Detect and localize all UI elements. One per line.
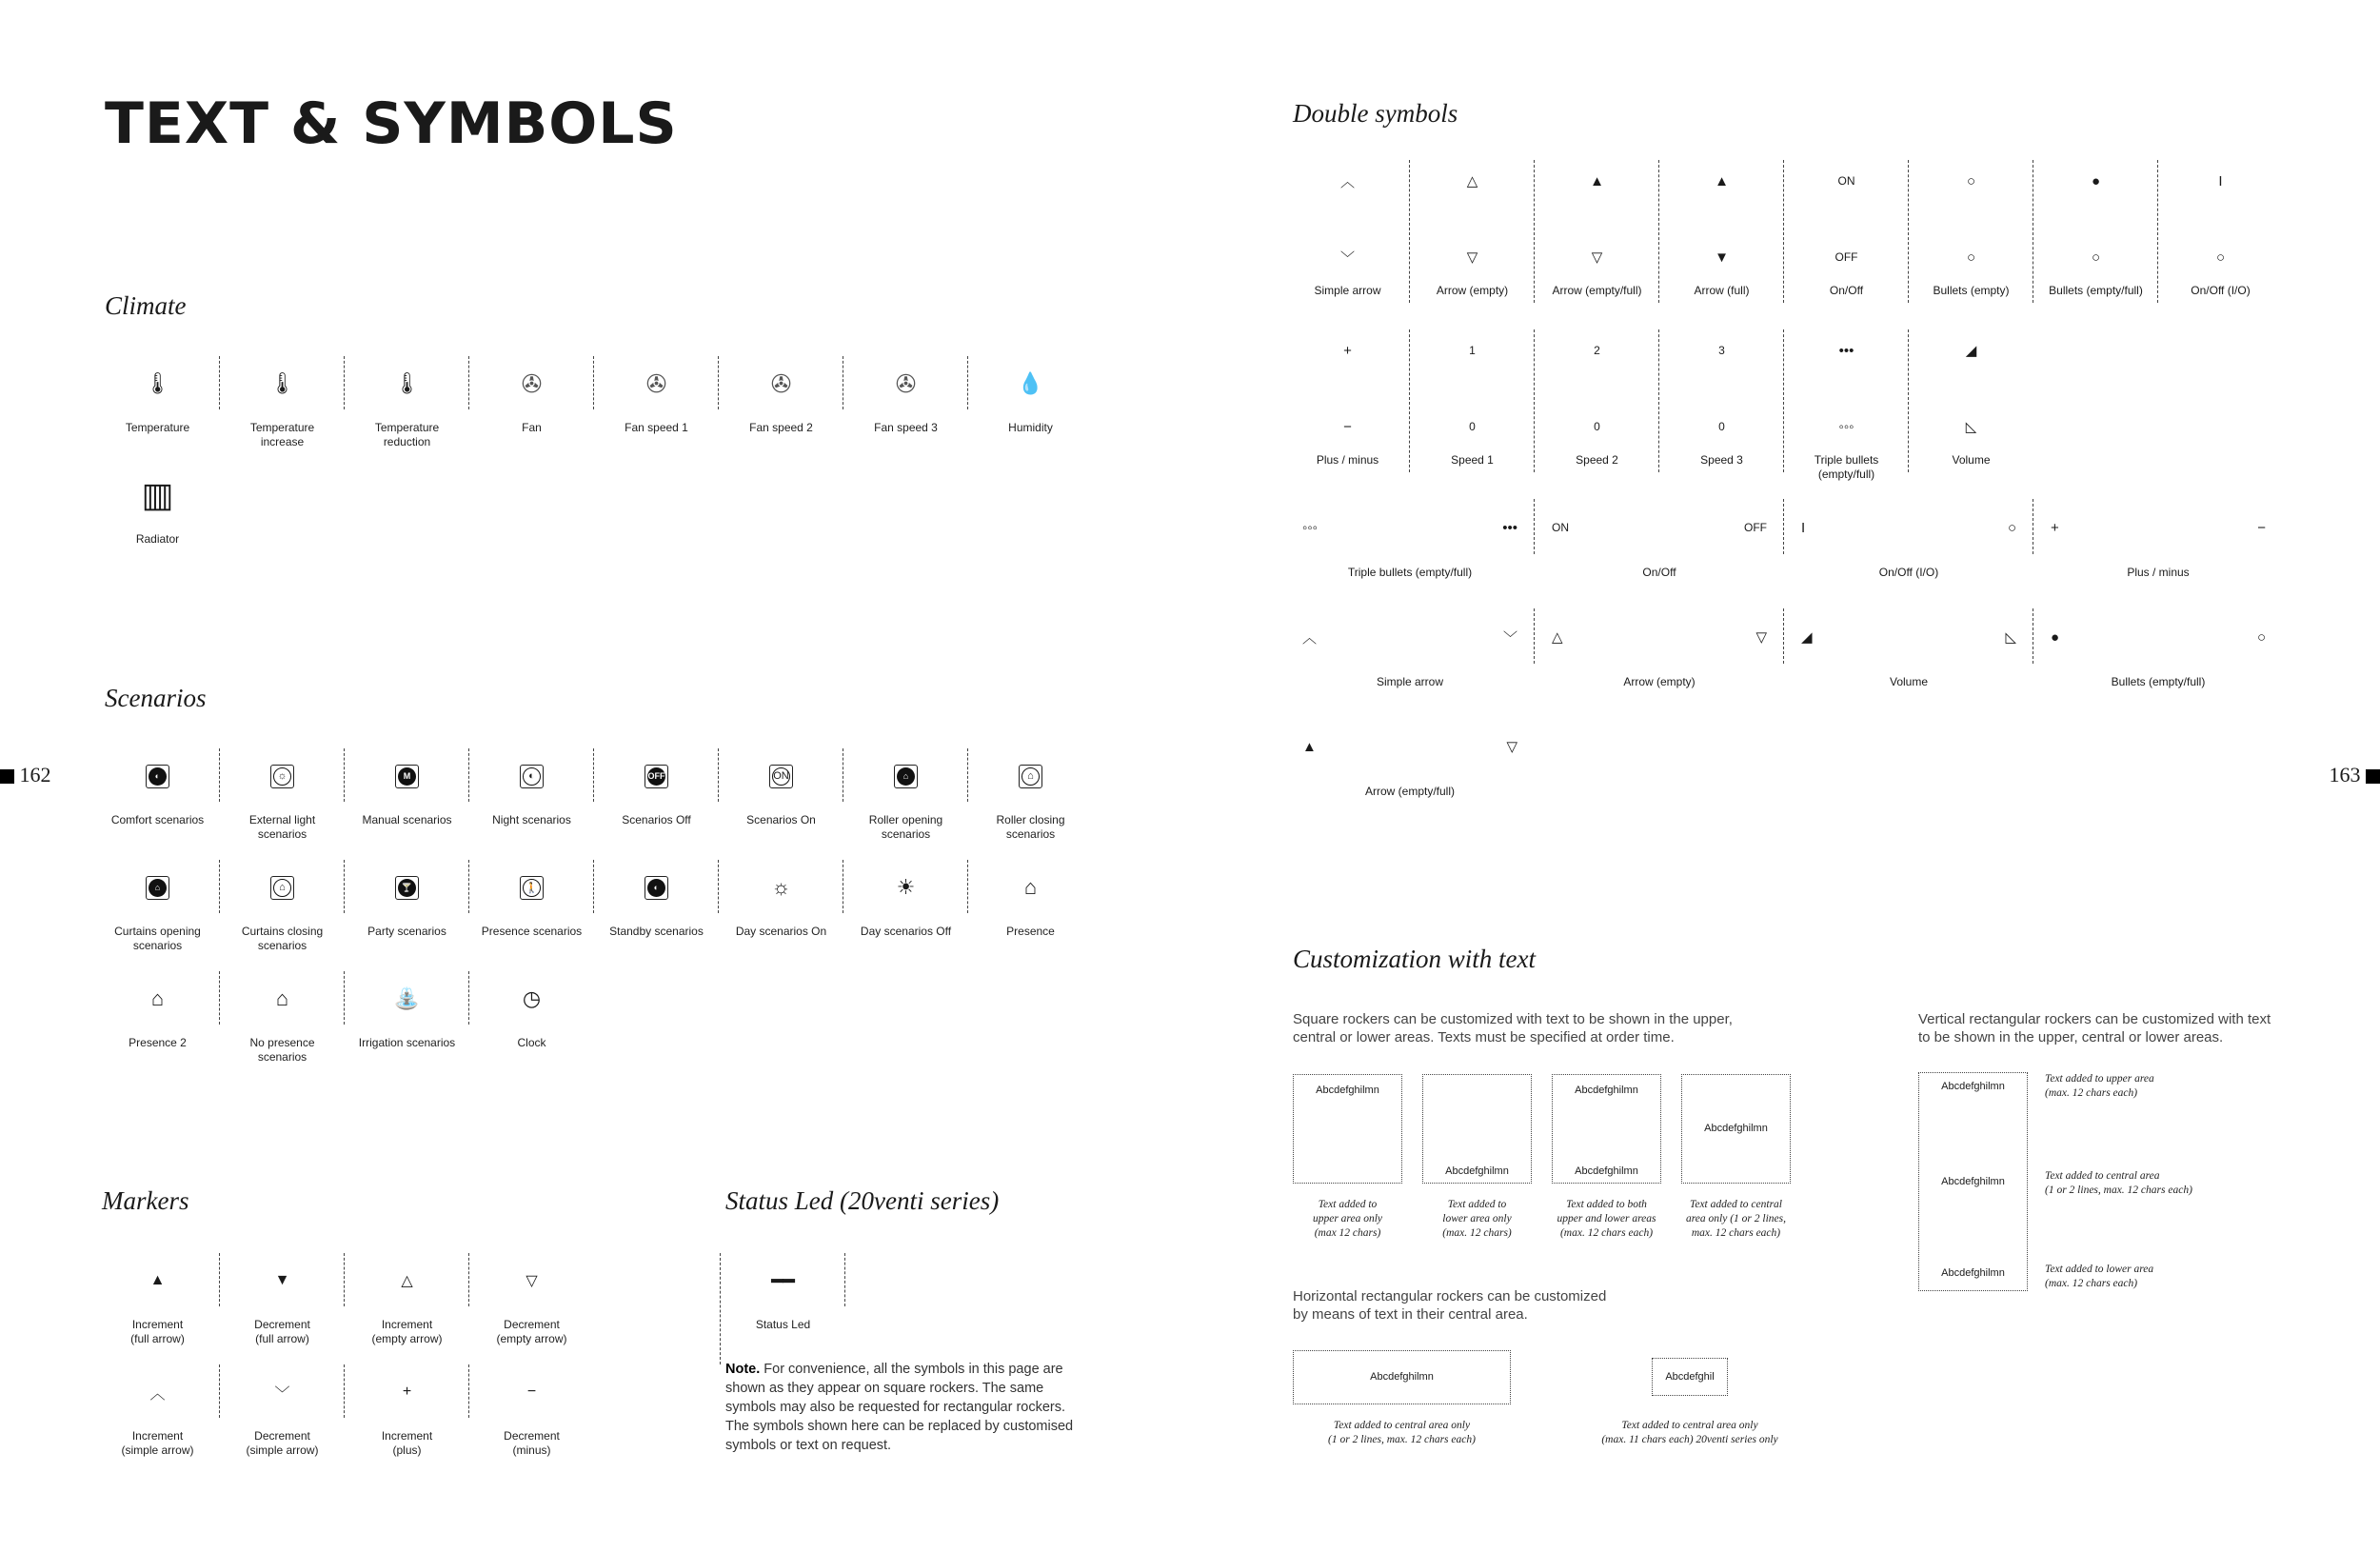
speed-3-icon-top: 3	[1718, 344, 1725, 357]
caption-both: Text added to both upper and lower areas (max. 12 chars each)	[1557, 1199, 1656, 1239]
symbol-cell-irrigation-scenarios	[345, 971, 469, 1083]
scenarios-label: Curtains closing scenarios	[241, 925, 324, 952]
vertical-rocker: Abcdefghilmn Abcdefghilmn Abcdefghilmn	[1918, 1072, 2028, 1291]
symbol-cell-decrement-simple-arrow	[220, 1364, 345, 1476]
speed-1-icon	[1410, 329, 1535, 499]
volume-horizontal-icon-right: ◺	[2005, 629, 2016, 646]
double-symbol-label: Arrow (empty)	[1436, 284, 1509, 297]
markers-label: Decrement (minus)	[504, 1429, 560, 1457]
double-symbols-vertical-grid	[1285, 160, 2283, 499]
on-off-text-icon-top: ON	[1837, 174, 1855, 188]
vertical-rockers-intro: Vertical rectangular rockers can be customized with text to be shown in the upper, central or lower areas.	[1918, 1011, 2271, 1045]
double-symbol-label: On/Off	[1829, 284, 1864, 297]
note-paragraph: Note. For convenience, all the symbols in this page are shown as they appear on square rockers. The same symbols may also be requested for rectangular rockers. The symbols shown here can be replaced by customised symbols or text on request.	[725, 1362, 1074, 1453]
markers-label: Increment (empty arrow)	[371, 1318, 443, 1345]
symbol-cell-clock	[469, 971, 594, 1083]
night-scenarios-icon: ◐	[469, 762, 594, 790]
symbol-cell-presence-2	[95, 971, 220, 1083]
volume-icon	[1909, 329, 2033, 499]
double-symbols-heading: Double symbols	[1293, 99, 1458, 128]
bullets-empty-full-icon	[2033, 160, 2158, 329]
status-led-heading: Status Led (20venti series)	[725, 1186, 1000, 1215]
speed-2-icon-top: 2	[1594, 344, 1600, 357]
triple-bullets-icon	[1784, 329, 1909, 499]
climate-label: Temperature	[125, 421, 190, 434]
arrow-empty-full-horizontal-icon	[1285, 718, 1535, 827]
status-led-cell	[720, 1253, 844, 1364]
double-symbols-horizontal-row	[1285, 499, 2285, 608]
arrow-empty-full-horizontal-icon-left: ▲	[1302, 738, 1317, 755]
scenarios-label: Comfort scenarios	[110, 813, 205, 826]
symbol-cell-radiator	[95, 468, 220, 579]
on-off-io-icon-bottom: ○	[2215, 249, 2226, 266]
markers-label: Decrement (simple arrow)	[246, 1429, 319, 1457]
external-light-scenarios-icon: ☼	[220, 762, 345, 790]
symbol-cell-temperature	[95, 356, 220, 468]
on-off-horizontal-icon	[1535, 499, 1784, 608]
arrow-empty-horizontal-icon	[1535, 608, 1784, 718]
double-symbol-label: Arrow (empty/full)	[1364, 785, 1455, 798]
arrow-empty-icon	[1410, 160, 1535, 329]
markers-label: Decrement (empty arrow)	[496, 1318, 567, 1345]
square-rocker-lower: Abcdefghilmn	[1422, 1074, 1532, 1184]
symbol-cell-humidity	[968, 356, 1093, 468]
triangle-up-full-icon: ▲	[149, 1272, 166, 1288]
plus-minus-icon	[1285, 329, 1410, 499]
scenarios-label: Scenarios On	[746, 813, 816, 826]
triangle-down-empty-icon: ▽	[526, 1273, 538, 1289]
symbol-cell-day-scenarios-off	[843, 860, 968, 971]
markers-label: Decrement (full arrow)	[254, 1318, 310, 1345]
simple-arrow-icon	[1285, 160, 1410, 329]
on-off-horizontal-icon-left: ON	[1552, 521, 1569, 534]
symbol-cell-standby-scenarios	[594, 860, 719, 971]
scenarios-label: Curtains opening scenarios	[114, 925, 201, 952]
climate-label: Temperature reduction	[374, 421, 440, 448]
roller-closing-scenarios-icon: ⌂	[968, 762, 1093, 790]
double-symbol-label: Volume	[1952, 453, 1991, 467]
square-rocker-upper: Abcdefghilmn	[1293, 1074, 1402, 1184]
scenarios-label: No presence scenarios	[249, 1036, 315, 1064]
arrow-empty-full-horizontal-icon-right: ▽	[1506, 739, 1517, 755]
arrow-empty-icon-top: △	[1466, 173, 1478, 189]
symbol-cell-external-light-scenarios	[220, 748, 345, 860]
scenarios-on-icon: ON	[719, 762, 843, 790]
symbol-cell-scenarios-on	[719, 748, 843, 860]
plus-minus-icon-bottom: −	[1343, 418, 1352, 435]
symbol-cell-presence-scenarios	[469, 860, 594, 971]
scenarios-label: Scenarios Off	[622, 813, 691, 826]
manual-scenarios-icon: M	[345, 762, 469, 790]
presence-2-house-icon: ⌂	[150, 986, 165, 1010]
chevron-down-icon: ﹀	[274, 1385, 290, 1403]
caption-lower: Text added to lower area only (max. 12 chars)	[1442, 1199, 1512, 1239]
double-symbol-label: Simple arrow	[1314, 284, 1381, 297]
fan-speed-1-icon: ✇	[645, 368, 667, 398]
arrow-empty-full-icon-bottom: ▽	[1591, 249, 1603, 266]
comfort-scenarios-icon: ◐	[95, 762, 220, 790]
on-off-horizontal-icon-right: OFF	[1744, 521, 1767, 534]
curtains-closing-scenarios-icon: ⌂	[220, 873, 345, 902]
horizontal-rockers-intro: Horizontal rectangular rockers can be customized by means of text in their central area.	[1293, 1288, 1607, 1323]
double-symbol-label: Simple arrow	[1376, 675, 1444, 688]
chevron-up-icon: ︿	[149, 1385, 166, 1403]
markers-symbol-grid	[95, 1253, 594, 1476]
symbol-cell-curtains-closing-scenarios	[220, 860, 345, 971]
arrow-empty-horizontal-icon-left: △	[1552, 629, 1563, 646]
scenarios-label: Standby scenarios	[609, 925, 704, 938]
radiator-icon: ▥	[141, 475, 174, 514]
triple-bullets-horizontal-icon-left: ◦◦◦	[1302, 519, 1318, 536]
markers-label: Increment (full arrow)	[130, 1318, 185, 1345]
volume-icon-bottom: ◺	[1965, 419, 1977, 435]
presence-house-icon: ⌂	[1023, 875, 1038, 899]
symbol-cell-fan-speed-3	[843, 356, 968, 468]
thermometer-minus-icon: 🌡	[393, 371, 421, 395]
on-off-io-icon	[2158, 160, 2283, 329]
symbol-cell-party-scenarios	[345, 860, 469, 971]
scenarios-label: Roller closing scenarios	[996, 813, 1065, 841]
scenarios-label: Night scenarios	[492, 813, 571, 826]
arrow-empty-horizontal-icon-right: ▽	[1755, 629, 1767, 646]
bullets-empty-icon	[1909, 160, 2033, 329]
on-off-io-horizontal-icon-left: I	[1801, 519, 1806, 536]
bullets-horizontal-icon	[2033, 608, 2283, 718]
symbol-cell-night-scenarios	[469, 748, 594, 860]
on-off-text-icon-bottom: OFF	[1835, 250, 1858, 264]
minus-icon: −	[526, 1384, 537, 1400]
double-symbols-horizontal-list	[1285, 499, 2285, 827]
climate-heading: Climate	[105, 291, 187, 320]
bullets-horizontal-icon-right: ○	[2256, 628, 2266, 646]
triple-bullets-icon-bottom: ◦◦◦	[1838, 418, 1854, 435]
caption-vertical-upper: Text added to upper area (max. 12 chars each)	[2045, 1073, 2154, 1099]
plus-icon: +	[402, 1384, 412, 1400]
on-off-io-icon-top: I	[2218, 172, 2223, 189]
simple-arrow-horizontal-icon-right: ﹀	[1502, 629, 1517, 647]
markers-label: Increment (simple arrow)	[121, 1429, 194, 1457]
scenarios-label: Presence scenarios	[481, 925, 583, 938]
simple-arrow-horizontal-icon-left: ︿	[1302, 629, 1318, 647]
triple-bullets-horizontal-icon	[1285, 499, 1535, 608]
climate-label: Fan	[522, 421, 542, 434]
symbol-cell-increment-simple-arrow	[95, 1364, 220, 1476]
scenarios-label: Day scenarios Off	[860, 925, 952, 938]
standby-scenarios-icon: ◐	[594, 873, 719, 902]
caption-horizontal-small: Text added to central area only (max. 11 chars each) 20venti series only	[1601, 1420, 1778, 1445]
arrow-empty-full-icon	[1535, 160, 1659, 329]
scenarios-off-icon: OFF	[594, 762, 719, 790]
plus-minus-horizontal-icon-left: +	[2051, 519, 2059, 536]
roller-opening-scenarios-icon: ⌂	[843, 762, 968, 790]
on-off-io-horizontal-icon	[1784, 499, 2033, 608]
speed-2-icon-bottom: 0	[1594, 420, 1600, 433]
arrow-empty-icon-bottom: ▽	[1466, 249, 1478, 266]
thermometer-icon: 🌡	[144, 371, 171, 395]
caption-upper: Text added to upper area only (max 12 chars)	[1312, 1199, 1383, 1239]
triangle-up-empty-icon: △	[401, 1273, 413, 1289]
symbol-cell-temperature-reduction	[345, 356, 469, 468]
speed-1-icon-top: 1	[1469, 344, 1476, 357]
climate-symbol-grid	[95, 356, 1093, 579]
day-scenarios-on-icon: ☼	[771, 875, 791, 899]
symbol-cell-decrement-minus	[469, 1364, 594, 1476]
customization-heading: Customization with text	[1293, 945, 1537, 973]
climate-label: Fan speed 1	[625, 421, 688, 434]
arrow-empty-full-icon-top: ▲	[1590, 172, 1604, 189]
double-symbol-label: Arrow (empty)	[1623, 675, 1696, 688]
presence-scenarios-icon: 🚶	[469, 873, 594, 902]
fan-icon: ✇	[521, 368, 543, 398]
symbol-cell-increment-plus	[345, 1364, 469, 1476]
simple-arrow-horizontal-icon	[1285, 608, 1535, 718]
double-symbol-label: Speed 2	[1576, 453, 1618, 467]
symbol-cell-curtains-opening-scenarios	[95, 860, 220, 971]
triple-bullets-icon-top: •••	[1838, 342, 1854, 359]
caption-vertical-lower: Text added to lower area (max. 12 chars each)	[2045, 1264, 2154, 1289]
volume-horizontal-icon-left: ◢	[1801, 629, 1813, 646]
scenarios-label: Day scenarios On	[735, 925, 827, 938]
status-led-bar-icon: ━━	[771, 1270, 795, 1292]
left-page-number: 162	[0, 765, 51, 786]
on-off-text-icon	[1784, 160, 1909, 329]
no-presence-scenarios-icon: ⌂	[275, 986, 289, 1010]
plus-minus-horizontal-icon-right: −	[2257, 519, 2266, 536]
party-scenarios-icon: 🍸	[345, 873, 469, 902]
triangle-down-full-icon: ▼	[274, 1272, 290, 1288]
markers-heading: Markers	[102, 1186, 189, 1215]
double-symbol-label: Bullets (empty/full)	[2049, 284, 2143, 297]
scenarios-label: Presence	[1006, 925, 1055, 938]
plus-minus-icon-top: +	[1343, 342, 1352, 359]
arrow-full-icon	[1659, 160, 1784, 329]
double-symbols-horizontal-row	[1285, 718, 2285, 827]
scenarios-label: Manual scenarios	[362, 813, 452, 826]
speed-2-icon	[1535, 329, 1659, 499]
bullets-empty-icon-bottom: ○	[1966, 249, 1976, 266]
symbol-cell-day-scenarios-on	[719, 860, 843, 971]
double-symbol-label: Plus / minus	[1316, 453, 1379, 467]
bullets-empty-full-icon-top: ●	[2091, 172, 2101, 189]
speed-1-icon-bottom: 0	[1469, 420, 1476, 433]
double-symbol-label: On/Off	[1642, 566, 1676, 579]
bullets-empty-icon-top: ○	[1966, 172, 1976, 189]
volume-horizontal-icon	[1784, 608, 2033, 718]
double-symbol-label: Triple bullets (empty/full)	[1814, 453, 1879, 481]
symbol-cell-increment-empty-arrow	[345, 1253, 469, 1364]
climate-label: Temperature increase	[249, 421, 315, 448]
thermometer-plus-icon: 🌡	[268, 371, 296, 395]
clock-icon: ◷	[522, 986, 542, 1010]
double-symbol-label: On/Off (I/O)	[2191, 284, 2251, 297]
symbol-cell-fan-speed-2	[719, 356, 843, 468]
irrigation-scenarios-icon: ⛲	[393, 986, 421, 1010]
double-symbol-label: Bullets (empty)	[1933, 284, 2010, 297]
caption-central: Text added to central area only (1 or 2 lines, max. 12 chars each)	[1686, 1199, 1786, 1239]
right-page-number: 163	[2330, 765, 2380, 786]
day-scenarios-off-icon: ☀	[896, 875, 916, 899]
arrow-full-icon-top: ▲	[1715, 172, 1729, 189]
symbol-cell-fan	[469, 356, 594, 468]
scenarios-label: External light scenarios	[248, 813, 316, 841]
double-symbol-label: Speed 3	[1700, 453, 1743, 467]
fan-speed-2-icon: ✇	[770, 368, 792, 398]
caption-horizontal-central: Text added to central area only (1 or 2 lines, max. 12 chars each)	[1328, 1420, 1476, 1445]
scenarios-label: Clock	[517, 1036, 546, 1049]
simple-arrow-icon-top: ︿	[1339, 173, 1355, 190]
caption-vertical-central: Text added to central area (1 or 2 lines, max. 12 chars each)	[2045, 1170, 2192, 1196]
curtains-opening-scenarios-icon: ⌂	[95, 873, 220, 902]
scenarios-heading: Scenarios	[105, 684, 207, 712]
scenarios-symbol-grid	[95, 748, 1093, 1083]
simple-arrow-icon-bottom: ﹀	[1339, 249, 1355, 267]
fan-speed-3-icon: ✇	[895, 368, 917, 398]
symbol-cell-fan-speed-1	[594, 356, 719, 468]
square-rocker-both: Abcdefghilmn Abcdefghilmn	[1552, 1074, 1661, 1184]
status-led-label: Status Led	[755, 1318, 811, 1331]
double-symbol-label: Volume	[1889, 675, 1929, 688]
symbol-cell-comfort-scenarios	[95, 748, 220, 860]
markers-label: Increment (plus)	[381, 1429, 433, 1457]
arrow-full-icon-bottom: ▼	[1715, 249, 1729, 266]
page-title: TEXT & SYMBOLS	[105, 90, 678, 157]
volume-icon-top: ◢	[1965, 343, 1977, 359]
double-symbol-label: Plus / minus	[2127, 566, 2190, 579]
scenarios-label: Roller opening scenarios	[868, 813, 943, 841]
symbol-cell-manual-scenarios	[345, 748, 469, 860]
on-off-io-horizontal-icon-right: ○	[2007, 519, 2016, 536]
climate-label: Radiator	[135, 532, 180, 546]
bullets-empty-full-icon-bottom: ○	[2091, 249, 2101, 266]
bullets-horizontal-icon-left: ●	[2051, 628, 2060, 646]
horizontal-rocker-small: Abcdefghil	[1652, 1358, 1728, 1396]
climate-label: Fan speed 3	[874, 421, 938, 434]
climate-label: Fan speed 2	[749, 421, 813, 434]
scenarios-label: Presence 2	[129, 1036, 187, 1049]
square-rockers-intro: Square rockers can be customized with text to be shown in the upper, central or lower areas. Texts must be specified at order time.	[1293, 1011, 1733, 1045]
double-symbol-label: Arrow (full)	[1694, 284, 1750, 297]
speed-3-icon	[1659, 329, 1784, 499]
symbol-cell-increment-full-arrow	[95, 1253, 220, 1364]
double-symbol-label: Arrow (empty/full)	[1552, 284, 1642, 297]
symbol-cell-temperature-increase	[220, 356, 345, 468]
triple-bullets-horizontal-icon-right: •••	[1502, 519, 1517, 536]
symbol-cell-presence	[968, 860, 1093, 971]
speed-3-icon-bottom: 0	[1718, 420, 1725, 433]
square-rocker-central: Abcdefghilmn	[1681, 1074, 1791, 1184]
double-symbol-label: On/Off (I/O)	[1878, 566, 1939, 579]
plus-minus-horizontal-icon	[2033, 499, 2283, 608]
symbol-cell-roller-opening-scenarios	[843, 748, 968, 860]
humidity-drops-icon: 💧	[1017, 371, 1044, 395]
double-symbol-label: Triple bullets (empty/full)	[1347, 566, 1473, 579]
double-symbols-horizontal-row	[1285, 608, 2285, 718]
climate-label: Humidity	[1008, 421, 1053, 434]
double-symbol-label: Speed 1	[1451, 453, 1494, 467]
symbol-cell-no-presence-scenarios	[220, 971, 345, 1083]
horizontal-rocker-central: Abcdefghilmn	[1293, 1350, 1511, 1404]
double-symbol-label: Bullets (empty/full)	[2111, 675, 2206, 688]
symbol-cell-decrement-full-arrow	[220, 1253, 345, 1364]
scenarios-label: Party scenarios	[367, 925, 446, 938]
symbol-cell-decrement-empty-arrow	[469, 1253, 594, 1364]
scenarios-label: Irrigation scenarios	[358, 1036, 456, 1049]
symbol-cell-roller-closing-scenarios	[968, 748, 1093, 860]
symbol-cell-scenarios-off	[594, 748, 719, 860]
